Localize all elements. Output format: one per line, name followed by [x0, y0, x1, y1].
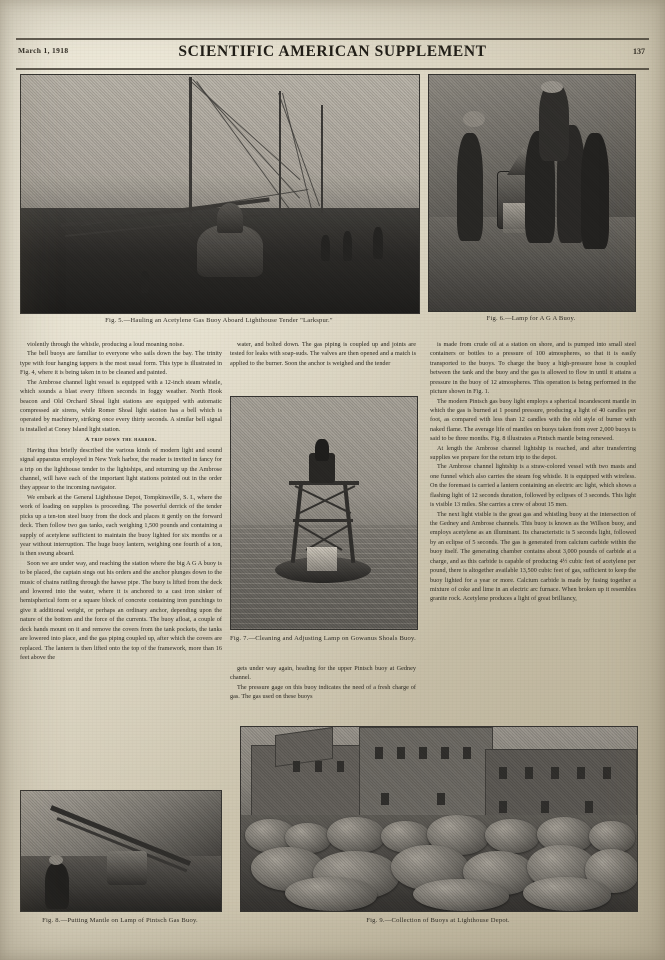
figure-6-caption: Fig. 6.—Lamp for A G A Buoy. [486, 315, 576, 322]
paragraph: The next light visible is the great gas and whistling buoy at the intersection of the Gedney and Ambrose channels. This buoy is known as the Willson buoy, and employs acetylene as an illuminant. Its characteristic is 5 seconds light, followed by an eclipse of 5 seconds. The gas is generated from calcium carbide within the buoy itself. The generating chamber contains about 3,000 pounds of carbide at a charge, and as this carbide is capable of producing 4½ cubic feet of acetylene per pound, there is altogether available 13,500 cubic feet of gas, sufficient to keep the buoy lighted for a year or more. Calcium carbide is made by fusing together a mixture of coke and lime in an electric arc furnace. When broken up it resembles granite rock. Acetylene produces a light of great brilliancy, [430, 510, 636, 603]
figure-8-caption: Fig. 8.—Putting Mantle on Lamp of Pintsch Gas Buoy. [42, 917, 198, 924]
figure-6-photo [428, 74, 636, 312]
text-column-3 [430, 340, 636, 604]
section-subhead: A trip down the harbor. [85, 437, 157, 444]
figure-5-photo [20, 74, 420, 314]
paragraph: Soon we are under way, and reaching the station where the big A G A buoy is to be placed, the captain sings out his orders and the anchor plunges down to the music of chains rattling through the hawse pipe. The buoy is lifted from the deck and lowered into the water, where it is anchored to a cast iron sinker of hemispherical form or a square block of concrete containing iron punchings to give it additional weight, or perhaps an ordinary anchor, depending upon the nature of the bottom and the force of the currents. The buoy afloat, a couple of deck hands mount on it and remove the covers from the tank pockets, the tanks are lowered into place, and the gas piping coupled up, after which the covers are replaced. The lantern is then lifted onto the top of the framework, more than 16 feet above the [20, 559, 222, 661]
publication-title: SCIENTIFIC AMERICAN SUPPLEMENT [178, 43, 487, 60]
paragraph: water, and bolted down. The gas piping is coupled up and joints are tested for leaks with soap-suds. The valves are then opened and a match is applied to the burner. Soon the anchor is weighed and the tender [230, 341, 416, 367]
figure-8-photo [20, 790, 222, 912]
figure-7-caption: Fig. 7.—Cleaning and Adjusting Lamp on Gowanus Shoals Buoy. [230, 635, 416, 642]
paragraph: Having thus briefly described the various kinds of modern light and sound signal apparatus employed in New York harbor, the reader is invited in fancy for a trip on the lighthouse tender to the lightships, and returning up the Ambrose channel, will have each of the important light stations pointed out in the order they appear to the incoming navigator. [20, 446, 222, 492]
masthead-bottom-rule [16, 68, 649, 70]
paragraph: violently through the whistle, producing a loud moaning noise. [27, 341, 184, 348]
paragraph: We embark at the General Lighthouse Depot, Tompkinsville, S. I., where the work of loading on supplies is proceeding. The powerful derrick of the tender picks up a ten-ton steel buoy from the dock and places it gently on the forward deck. Then follow two gas tanks, each weighing 1,500 pounds and containing a supply of acetylene sufficient to maintain the buoy lighted for six months or a year without interruption. The huge buoy lantern, weighing one fourth of a ton, is then swung aboard. [20, 493, 222, 558]
paragraph: The Ambrose channel light vessel is equipped with a 12-inch steam whistle, which sounds a blast every fifteen seconds in foggy weather. North Hook beacon and Old Orchard Shoal light stations are equipped with automatic compressed air sirens, while Romer Shoal light station has a bell which is operated by machinery, striking once every thirty seconds. A similar bell signal is installed at Coney Island light station. [20, 378, 222, 433]
masthead-top-rule [16, 38, 649, 40]
text-column-1-upper [20, 340, 222, 662]
page-number: 137 [633, 47, 645, 56]
text-column-2-upper [230, 340, 416, 368]
figure-9-caption: Fig. 9.—Collection of Buoys at Lighthouse Depot. [366, 917, 510, 924]
paragraph: At length the Ambrose channel lightship is reached, and after transferring supplies we prepare for the return trip to the depot. [430, 444, 636, 462]
paragraph: The bell buoys are familiar to everyone who sails down the bay. The trinity type with four hanging tappers is the most usual form. This type is illustrated in Fig. 4, where it is being taken in to be cleaned and painted. [20, 350, 222, 377]
paragraph: gets under way again, heading for the upper Pintsch buoy at Gedney channel. [230, 665, 416, 682]
paragraph: The Ambrose channel lightship is a straw-colored vessel with two masts and one funnel which also carries the steam fog whistle. It is equipped with wireless. On the foremast is carried a lantern containing an electric arc light, which shows a flashing light of 12 seconds duration, followed by eclipses of 3 seconds. This light is visible 13 miles. She carries a crew of about 15 men. [430, 463, 636, 509]
paragraph: The modern Pintsch gas buoy light employs a spherical incandescent mantle in which the gas is burned at 1 pound pressure, producing a light of 40 candles per foot, as compared with less than 12 candles with the old style of burner with naked flame. The average life of mantles on buoys taken from over 2,000 buoys is said to be three months. Fig. 8 illustrates a Pintsch mantle being renewed. [430, 397, 636, 443]
figure-5-caption: Fig. 5.—Hauling an Acetylene Gas Buoy Aboard Lighthouse Tender "Larkspur." [105, 317, 333, 324]
text-column-2-lower [230, 664, 416, 702]
issue-date: March 1, 1918 [18, 46, 69, 55]
paragraph: is made from crude oil at a station on shore, and is pumped into small steel containers or bottles to a pressure of 100 atmospheres, so that it is easily transported to the buoys. To charge the buoy a high-pressure hose is coupled between the tank and the buoy and the gas is allowed to flow in until it attains a pressure in the buoy of 12 atmospheres. This operation is being performed in the picture shown in Fig. 1. [430, 341, 636, 396]
paragraph: The pressure gage on this buoy indicates the need of a fresh charge of gas. The gas used on these buoys [230, 683, 416, 701]
figure-9-photo [240, 726, 638, 912]
figure-7-photo [230, 396, 418, 630]
